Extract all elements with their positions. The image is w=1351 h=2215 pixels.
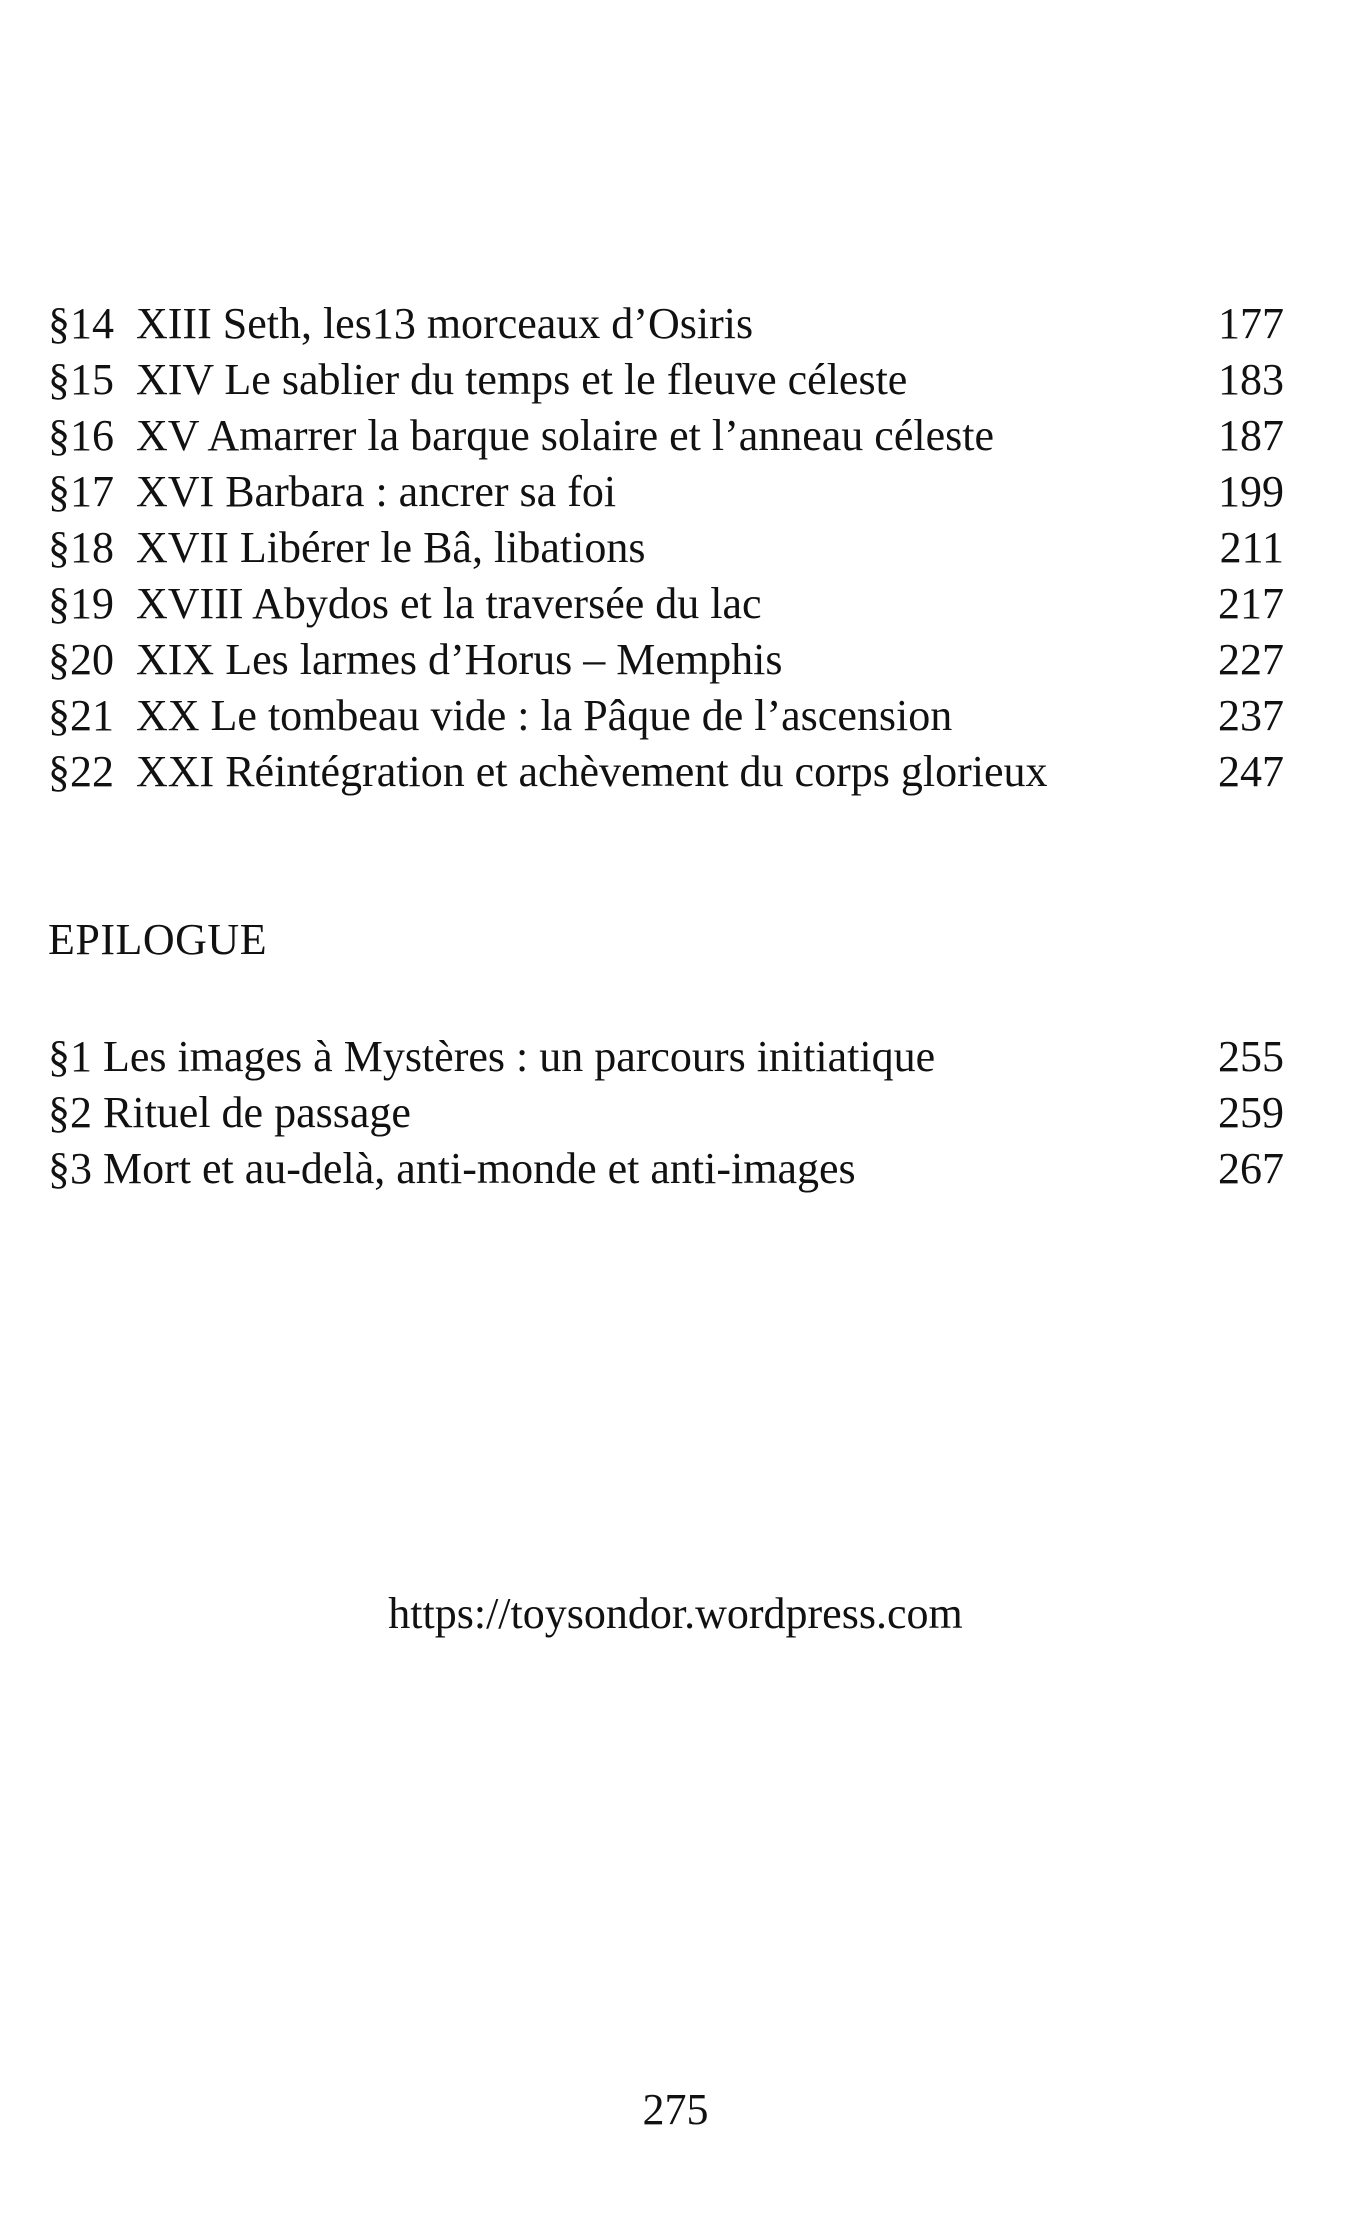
- epilogue-contents: [48, 1029, 1284, 1197]
- toc-row: [48, 1141, 1284, 1197]
- toc-section-number: §18: [48, 523, 114, 572]
- toc-page-number: 247: [1218, 747, 1284, 796]
- toc-section-number: §15: [48, 355, 114, 404]
- toc-row: [48, 464, 1284, 520]
- toc-page-number: 255: [1218, 1032, 1284, 1081]
- toc-row: [48, 408, 1284, 464]
- toc-page-number: 217: [1218, 579, 1284, 628]
- toc-section-number: §22: [48, 747, 114, 796]
- toc-row: [48, 352, 1284, 408]
- toc-title: XIII Seth, les13 morceaux d’Osiris: [136, 299, 754, 348]
- toc-title: XIV Le sablier du temps et le fleuve céleste: [136, 355, 908, 404]
- toc-page-number: 199: [1218, 467, 1284, 516]
- toc-row: [48, 632, 1284, 688]
- toc-title: XV Amarrer la barque solaire et l’anneau céleste: [136, 411, 994, 460]
- website-url: https://toysondor.wordpress.com: [388, 1589, 963, 1638]
- toc-title: XVI Barbara : ancrer sa foi: [136, 467, 617, 516]
- toc-page-number: 177: [1218, 299, 1284, 348]
- toc-title: XVII Libérer le Bâ, libations: [136, 523, 646, 572]
- toc-page-number: 183: [1218, 355, 1284, 404]
- toc-title: §1 Les images à Mystères : un parcours initiatique: [48, 1032, 936, 1081]
- page-number: 275: [642, 2085, 709, 2134]
- toc-title: XVIII Abydos et la traversée du lac: [136, 579, 762, 628]
- toc-title: §3 Mort et au-delà, anti-monde et anti-images: [48, 1144, 856, 1193]
- toc-section-number: §16: [48, 411, 114, 460]
- toc-page-number: 259: [1218, 1088, 1284, 1137]
- epilogue-heading: EPILOGUE: [48, 915, 268, 964]
- toc-page-number: 187: [1218, 411, 1284, 460]
- toc-row: [48, 1085, 1284, 1141]
- toc-row: [48, 1029, 1284, 1085]
- table-of-contents: [48, 296, 1284, 800]
- toc-title: XIX Les larmes d’Horus – Memphis: [136, 635, 783, 684]
- toc-title: §2 Rituel de passage: [48, 1088, 411, 1137]
- toc-page-number: 267: [1218, 1144, 1284, 1193]
- toc-title: XX Le tombeau vide : la Pâque de l’ascension: [136, 691, 953, 740]
- toc-row: [48, 296, 1284, 352]
- toc-section-number: §21: [48, 691, 114, 740]
- toc-page-number: 211: [1219, 523, 1284, 572]
- toc-row: [48, 576, 1284, 632]
- toc-title: XXI Réintégration et achèvement du corps glorieux: [136, 747, 1048, 796]
- toc-section-number: §19: [48, 579, 114, 628]
- toc-section-number: §17: [48, 467, 114, 516]
- toc-row: [48, 688, 1284, 744]
- toc-row: [48, 520, 1284, 576]
- toc-section-number: §14: [48, 299, 114, 348]
- toc-row: [48, 744, 1284, 800]
- toc-section-number: §20: [48, 635, 114, 684]
- toc-page-number: 227: [1218, 635, 1284, 684]
- toc-page-number: 237: [1218, 691, 1284, 740]
